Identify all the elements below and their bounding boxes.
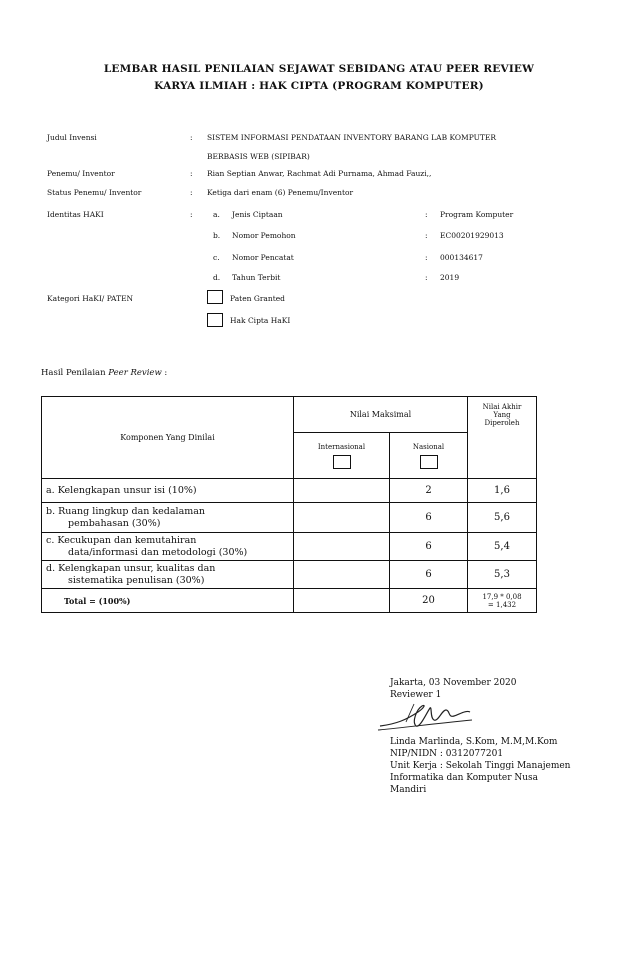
- signature-stroke-main: [380, 705, 470, 726]
- hasil-italic: Peer Review: [108, 368, 162, 378]
- reviewer-unit-line1: Unit Kerja : Sekolah Tinggi Manajemen: [390, 761, 571, 771]
- hak-cipta-checkbox[interactable]: [207, 313, 223, 327]
- hasil-suffix: :: [161, 368, 168, 378]
- total-row: [42, 589, 537, 613]
- hak-cipta-label: Hak Cipta HaKI: [230, 316, 291, 325]
- penemu-colon: :: [190, 169, 193, 178]
- identitas-a-name: Jenis Ciptaan: [232, 210, 283, 219]
- row-d-line1: d. Kelengkapan unsur, kualitas dan: [46, 562, 216, 574]
- total-nasional: 20: [390, 589, 468, 613]
- identitas-c-value: 000134617: [440, 253, 483, 262]
- row-c-akhir: 5,4: [468, 533, 537, 561]
- identitas-c-colon: :: [425, 253, 428, 262]
- header-nilai-maksimal: Nilai Maksimal: [294, 397, 468, 433]
- row-b-akhir: 5,6: [468, 503, 537, 533]
- header-nilai-akhir-line2: Yang: [493, 410, 511, 419]
- header-nilai-akhir-blank: [468, 433, 537, 479]
- row-a-line1: a. Kelengkapan unsur isi (10%): [46, 484, 197, 496]
- identitas-a-colon: :: [425, 210, 428, 219]
- table-row: [42, 479, 537, 503]
- table-row: [42, 503, 537, 533]
- row-b-nasional: 6: [390, 503, 468, 533]
- paten-granted-checkbox[interactable]: [207, 290, 223, 304]
- header-nilai-akhir-line1: Nilai Akhir: [482, 402, 522, 411]
- identitas-d-letter: d.: [213, 273, 221, 282]
- signature-stroke-underline: [378, 720, 472, 730]
- header-nasional: Nasional: [412, 442, 445, 451]
- reviewer-name: Linda Marlinda, S.Kom, M.M,M.Kom: [390, 737, 558, 747]
- status-value: Ketiga dari enam (6) Penemu/Inventor: [207, 188, 354, 197]
- total-internasional: [294, 589, 390, 613]
- reviewer-unit-line2: Informatika dan Komputer Nusa: [390, 773, 539, 783]
- place-date: Jakarta, 03 November 2020: [390, 678, 517, 688]
- penemu-value: Rian Septian Anwar, Rachmat Adi Purnama, Ahmad Fauzi,,: [207, 169, 432, 178]
- penemu-label: Penemu/ Inventor: [47, 169, 115, 178]
- reviewer-nip: NIP/NIDN : 0312077201: [390, 749, 504, 759]
- paten-granted-label: Paten Granted: [230, 294, 285, 303]
- row-a-akhir: 1,6: [468, 479, 537, 503]
- status-colon: :: [190, 188, 193, 197]
- identitas-b-letter: b.: [213, 231, 221, 240]
- signature-image: [376, 700, 476, 734]
- hasil-prefix: Hasil Penilaian: [41, 368, 109, 378]
- kategori-label: Kategori HaKI/ PATEN: [47, 294, 134, 303]
- table-row: [42, 533, 537, 561]
- row-d-line2: sistematika penulisan (30%): [68, 574, 205, 586]
- internasional-checkbox[interactable]: [333, 455, 351, 469]
- row-a-nasional: 2: [390, 479, 468, 503]
- total-label: Total = (100%): [42, 589, 294, 613]
- header-nasional-cell: [390, 433, 468, 479]
- header-nilai-akhir: [468, 397, 537, 433]
- header-internasional-cell: [294, 433, 390, 479]
- document-title-line2: KARYA ILMIAH : HAK CIPTA (PROGRAM KOMPUTER): [154, 80, 484, 92]
- row-c-internasional: [294, 533, 390, 561]
- identitas-c-name: Nomor Pencatat: [232, 253, 294, 262]
- identitas-d-name: Tahun Terbit: [232, 273, 281, 282]
- row-a-internasional: [294, 479, 390, 503]
- identitas-a-value: Program Komputer: [440, 210, 514, 219]
- identitas-b-value: EC00201929013: [440, 231, 504, 240]
- identitas-c-letter: c.: [213, 253, 220, 262]
- identitas-b-colon: :: [425, 231, 428, 240]
- row-d-internasional: [294, 561, 390, 589]
- header-nilai-akhir-line3: Diperoleh: [484, 418, 520, 427]
- row-b-internasional: [294, 503, 390, 533]
- row-c-nasional: 6: [390, 533, 468, 561]
- row-d-nasional: 6: [390, 561, 468, 589]
- row-c-line1: c. Kecukupan dan kemutahiran: [46, 534, 197, 546]
- identitas-b-name: Nomor Pemohon: [232, 231, 296, 240]
- header-komponen: Komponen Yang Dinilai: [42, 397, 294, 479]
- reviewer-label: Reviewer 1: [390, 690, 442, 700]
- signature-stroke-slash: [406, 704, 414, 722]
- judul-colon: :: [190, 133, 193, 142]
- identitas-d-value: 2019: [440, 273, 460, 282]
- total-akhir-line1: 17,9 * 0,08: [482, 592, 522, 601]
- hasil-penilaian-label: [41, 368, 167, 378]
- identitas-colon: :: [190, 210, 193, 219]
- score-table: [41, 396, 537, 613]
- table-row: [42, 561, 537, 589]
- header-internasional: Internasional: [317, 442, 366, 451]
- identitas-a-letter: a.: [213, 210, 220, 219]
- total-akhir-line2: = 1,432: [487, 600, 517, 609]
- nasional-checkbox[interactable]: [420, 455, 438, 469]
- row-d-komponen: [42, 561, 294, 589]
- reviewer-unit-line3: Mandiri: [390, 785, 427, 795]
- judul-value-line2: BERBASIS WEB (SIPIBAR): [207, 152, 310, 161]
- row-b-line2: pembahasan (30%): [68, 517, 161, 529]
- row-b-komponen: [42, 503, 294, 533]
- judul-label: Judul Invensi: [47, 133, 97, 142]
- status-label: Status Penemu/ Inventor: [47, 188, 142, 197]
- identitas-d-colon: :: [425, 273, 428, 282]
- identitas-label: Identitas HAKI: [47, 210, 104, 219]
- row-c-line2: data/informasi dan metodologi (30%): [68, 546, 248, 558]
- row-d-akhir: 5,3: [468, 561, 537, 589]
- row-b-line1: b. Ruang lingkup dan kedalaman: [46, 505, 206, 517]
- row-a-komponen: [42, 479, 294, 503]
- total-akhir: [468, 589, 537, 613]
- row-c-komponen: [42, 533, 294, 561]
- document-title-line1: LEMBAR HASIL PENILAIAN SEJAWAT SEBIDANG ATAU PEER REVIEW: [103, 63, 535, 75]
- judul-value-line1: SISTEM INFORMASI PENDATAAN INVENTORY BARANG LAB KOMPUTER: [207, 133, 497, 142]
